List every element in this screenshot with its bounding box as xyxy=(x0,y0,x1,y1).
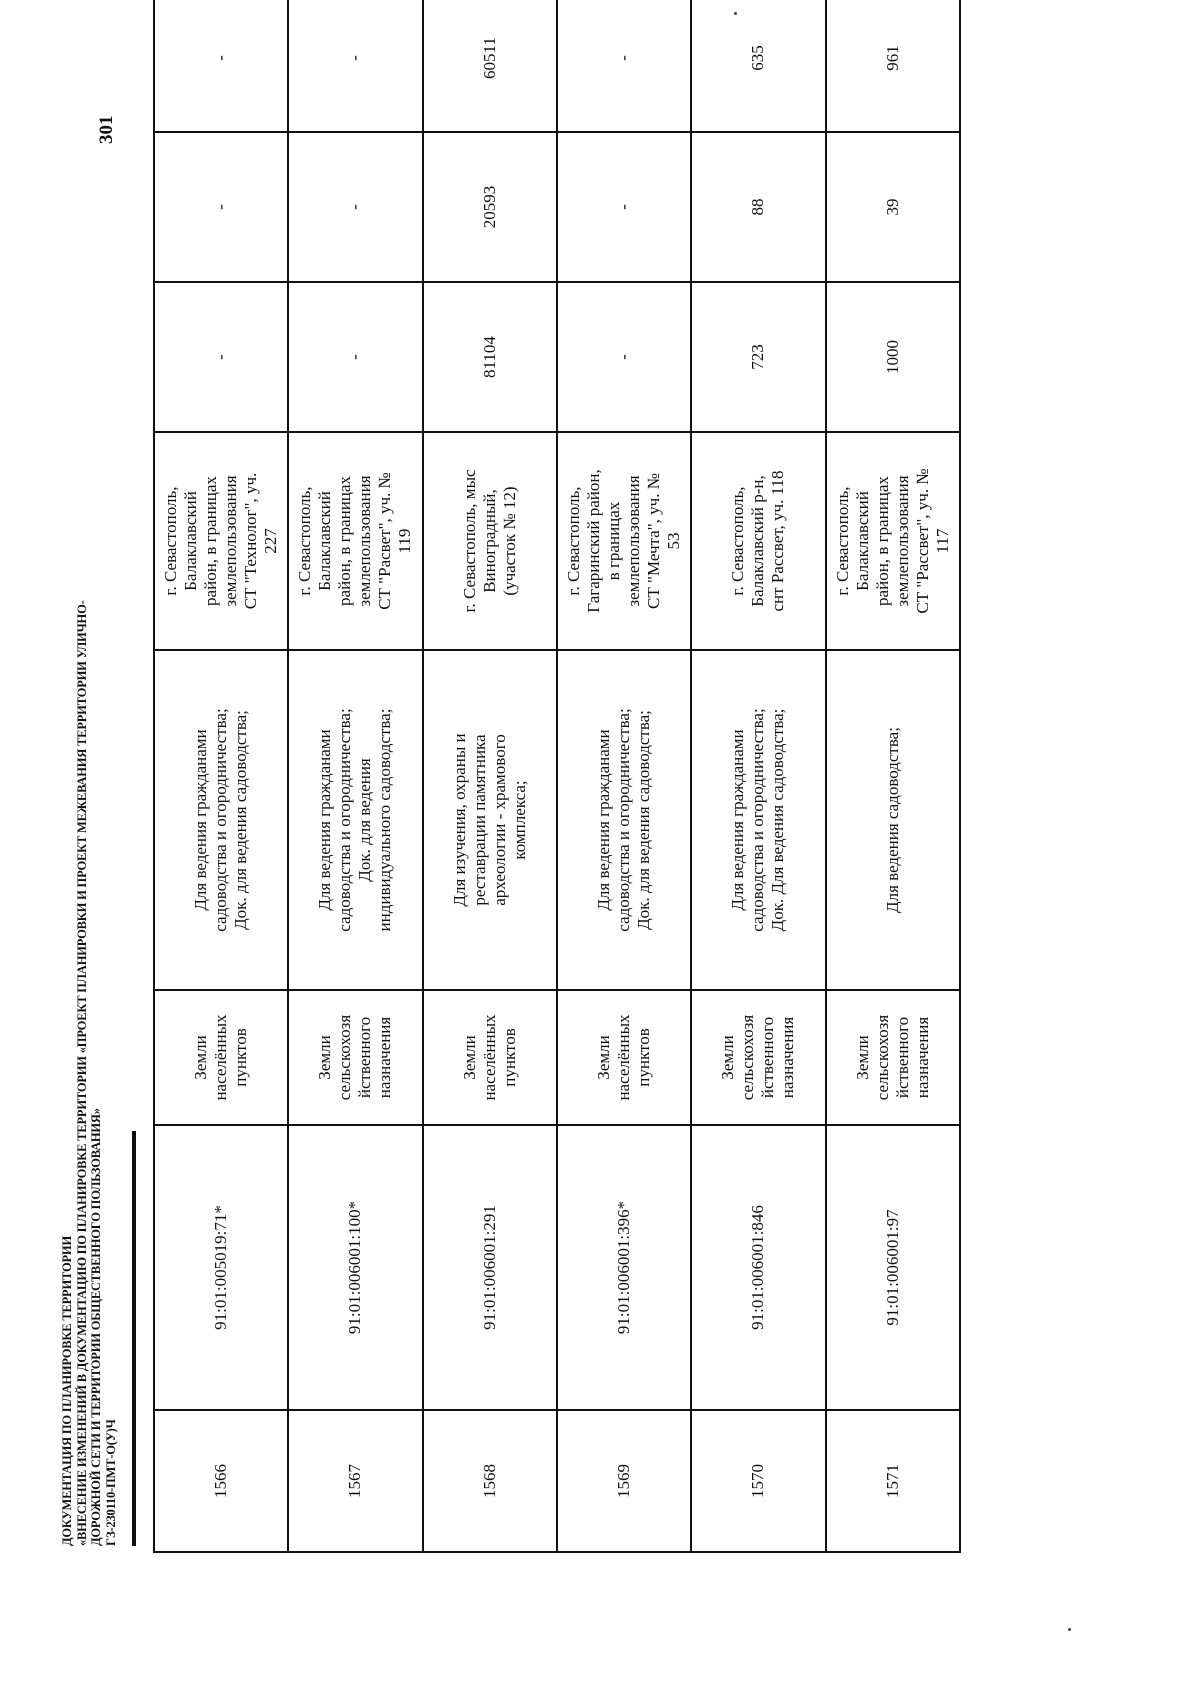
cell-line: индивидуального садоводства; xyxy=(375,708,395,932)
land-category-cell xyxy=(557,990,691,1125)
cell-line: назначения xyxy=(778,1016,798,1099)
cell-line: сельскохозя xyxy=(738,1014,758,1101)
area-value-cell: 60511 xyxy=(423,0,557,132)
cell-line: землепользования xyxy=(355,475,375,607)
cell-line: Для ведения гражданами xyxy=(315,729,335,911)
area-value-cell: - xyxy=(154,282,288,432)
land-category-cell xyxy=(154,990,288,1125)
cell-line: реставрации памятника xyxy=(469,734,489,906)
row-number-cell: 1568 xyxy=(423,1410,557,1552)
cell-line: археологии - храмового xyxy=(489,734,509,906)
area-value-cell: 88 xyxy=(691,132,825,282)
cell-line: г. Севастополь, xyxy=(295,486,315,596)
parcel-table xyxy=(153,0,961,1553)
land-category-cell xyxy=(423,990,557,1125)
cell-line: Гагаринский район, xyxy=(584,469,604,613)
cell-line: землепользования xyxy=(221,475,241,607)
cell-line: пунктов xyxy=(231,1028,251,1087)
table-row xyxy=(423,0,557,1552)
row-number-cell: 1570 xyxy=(691,1410,825,1552)
row-number-cell: 1571 xyxy=(826,1410,960,1552)
area-value-cell: - xyxy=(154,0,288,132)
cell-line: Для ведения гражданами xyxy=(594,729,614,911)
cell-line: г. Севастополь, мыс xyxy=(459,469,479,613)
area-value-cell: - xyxy=(154,132,288,282)
cell-line: Для ведения гражданами xyxy=(728,729,748,911)
cell-line: Для изучения, охраны и xyxy=(449,733,469,907)
address-cell xyxy=(691,432,825,650)
area-value-cell: 39 xyxy=(826,132,960,282)
permitted-use-cell xyxy=(557,650,691,990)
cell-line: Док. для ведения xyxy=(355,758,375,882)
area-value-cell: - xyxy=(288,282,422,432)
area-value-cell: - xyxy=(557,132,691,282)
cell-line: Земли xyxy=(459,1035,479,1080)
cell-line: Док. Для ведения садоводства; xyxy=(768,708,788,932)
cell-line: Балаклавский р-н, xyxy=(748,475,768,607)
header-line: ДОКУМЕНТАЦИЯ ПО ПЛАНИРОВКЕ ТЕРРИТОРИИ xyxy=(60,1236,74,1546)
area-value-cell: 961 xyxy=(826,0,960,132)
cell-line: Земли xyxy=(594,1035,614,1080)
row-number-cell: 1567 xyxy=(288,1410,422,1552)
area-value-cell: - xyxy=(557,282,691,432)
header-line: ГЗ-230110-ПМТ-О(У)Ч xyxy=(103,1419,118,1546)
area-value-cell: 1000 xyxy=(826,282,960,432)
address-cell xyxy=(154,432,288,650)
cell-line: назначения xyxy=(912,1016,932,1099)
cell-line: Для ведения гражданами xyxy=(191,729,211,911)
cell-line: СТ "Технолог", уч. xyxy=(241,472,261,610)
cadastral-number-cell: 91:01:006001:846 xyxy=(691,1125,825,1410)
cell-line: йственного xyxy=(892,1016,912,1099)
cell-line: сельскохозя xyxy=(872,1014,892,1101)
cell-line: Земли xyxy=(315,1035,335,1080)
cell-line: снт Рассвет, уч. 118 xyxy=(768,470,788,612)
cell-line: землепользования xyxy=(624,475,644,607)
cadastral-number-cell: 91:01:006001:100* xyxy=(288,1125,422,1410)
cell-line: в границах xyxy=(604,501,624,581)
table-row xyxy=(826,0,960,1552)
cell-line: Балаклавский xyxy=(315,491,335,591)
cell-line: землепользования xyxy=(892,475,912,607)
cell-line: садоводства и огородничества; xyxy=(211,708,231,932)
header-line: «ВНЕСЕНИЕ ИЗМЕНЕНИЙ В ДОКУМЕНТАЦИЮ ПО ПЛАНИРОВКЕ ТЕРРИТОРИИ «ПРОЕКТ ПЛАНИРОВКИ И ПРОЕКТ МЕЖЕВАНИЯ ТЕРРИТОРИИ УЛИЧНО- xyxy=(74,600,89,1546)
cell-line: (участок № 12) xyxy=(499,486,519,596)
cell-line: СТ "Рассвет", уч. № xyxy=(912,468,932,614)
address-cell xyxy=(557,432,691,650)
land-category-cell xyxy=(826,990,960,1125)
cell-line: г. Севастополь, xyxy=(832,486,852,596)
cell-line: йственного xyxy=(758,1016,778,1099)
cell-line: Док. для ведения садоводства; xyxy=(634,710,654,930)
area-value-cell: - xyxy=(288,0,422,132)
cell-line: населённых xyxy=(211,1014,231,1101)
cell-line: Для ведения садоводства; xyxy=(882,727,902,913)
land-category-cell xyxy=(288,990,422,1125)
permitted-use-cell xyxy=(423,650,557,990)
area-value-cell: 635 xyxy=(691,0,825,132)
address-cell xyxy=(423,432,557,650)
cell-line: район, в границах xyxy=(335,476,355,606)
row-number-cell: 1566 xyxy=(154,1410,288,1552)
cell-line: Балаклавский xyxy=(181,491,201,591)
cell-line: пунктов xyxy=(634,1028,654,1087)
land-category-cell xyxy=(691,990,825,1125)
header-line: ДОРОЖНОЙ СЕТИ И ТЕРРИТОРИИ ОБЩЕСТВЕННОГО ПОЛЬЗОВАНИЯ» xyxy=(89,1108,103,1546)
header-rule xyxy=(132,1131,136,1546)
table-row xyxy=(288,0,422,1552)
cell-line: 53 xyxy=(664,532,684,550)
cell-line: СТ "Расвет", уч. № xyxy=(375,472,395,610)
cadastral-number-cell: 91:01:005019:71* xyxy=(154,1125,288,1410)
cell-line: назначения xyxy=(375,1016,395,1099)
cell-line: Док. для ведения садоводства; xyxy=(231,710,251,930)
cell-line: Земли xyxy=(718,1035,738,1080)
area-value-cell: - xyxy=(557,0,691,132)
document-header xyxy=(60,96,118,1546)
scan-speck xyxy=(734,12,737,15)
cell-line: Виноградный, xyxy=(479,489,499,593)
cell-line: садоводства и огородничества; xyxy=(335,708,355,932)
cell-line: населённых xyxy=(479,1014,499,1101)
page-number: 301 xyxy=(96,115,117,144)
cell-line: 119 xyxy=(395,528,415,554)
cell-line: комплекса; xyxy=(509,780,529,860)
cell-line: садоводства и огородничества; xyxy=(748,708,768,932)
cell-line: Балаклавский xyxy=(852,491,872,591)
address-cell xyxy=(826,432,960,650)
cadastral-number-cell: 91:01:006001:291 xyxy=(423,1125,557,1410)
permitted-use-cell xyxy=(288,650,422,990)
scan-speck xyxy=(1068,1628,1071,1631)
cell-line: г. Севастополь, xyxy=(161,486,181,596)
row-number-cell: 1569 xyxy=(557,1410,691,1552)
cell-line: йственного xyxy=(355,1016,375,1099)
cell-line: СТ "Мечта", уч. № xyxy=(644,473,664,609)
permitted-use-cell xyxy=(826,650,960,990)
cell-line: г. Севастополь, xyxy=(728,486,748,596)
permitted-use-cell xyxy=(691,650,825,990)
area-value-cell: 20593 xyxy=(423,132,557,282)
cell-line: 117 xyxy=(932,528,952,554)
cell-line: район, в границах xyxy=(872,476,892,606)
cell-line: садоводства и огородничества; xyxy=(614,708,634,932)
cell-line: населённых xyxy=(614,1014,634,1101)
table-row xyxy=(691,0,825,1552)
area-value-cell: 723 xyxy=(691,282,825,432)
permitted-use-cell xyxy=(154,650,288,990)
address-cell xyxy=(288,432,422,650)
cell-line: 227 xyxy=(261,528,281,554)
parcel-table-body xyxy=(154,0,960,1552)
cell-line: Земли xyxy=(191,1035,211,1080)
area-value-cell: 81104 xyxy=(423,282,557,432)
cell-line: Земли xyxy=(852,1035,872,1080)
table-row xyxy=(154,0,288,1552)
area-value-cell: - xyxy=(288,132,422,282)
cadastral-number-cell: 91:01:006001:396* xyxy=(557,1125,691,1410)
cell-line: пунктов xyxy=(499,1028,519,1087)
table-row xyxy=(557,0,691,1552)
cell-line: г. Севастополь, xyxy=(564,486,584,596)
cadastral-number-cell: 91:01:006001:97 xyxy=(826,1125,960,1410)
cell-line: район, в границах xyxy=(201,476,221,606)
cell-line: сельскохозя xyxy=(335,1014,355,1101)
